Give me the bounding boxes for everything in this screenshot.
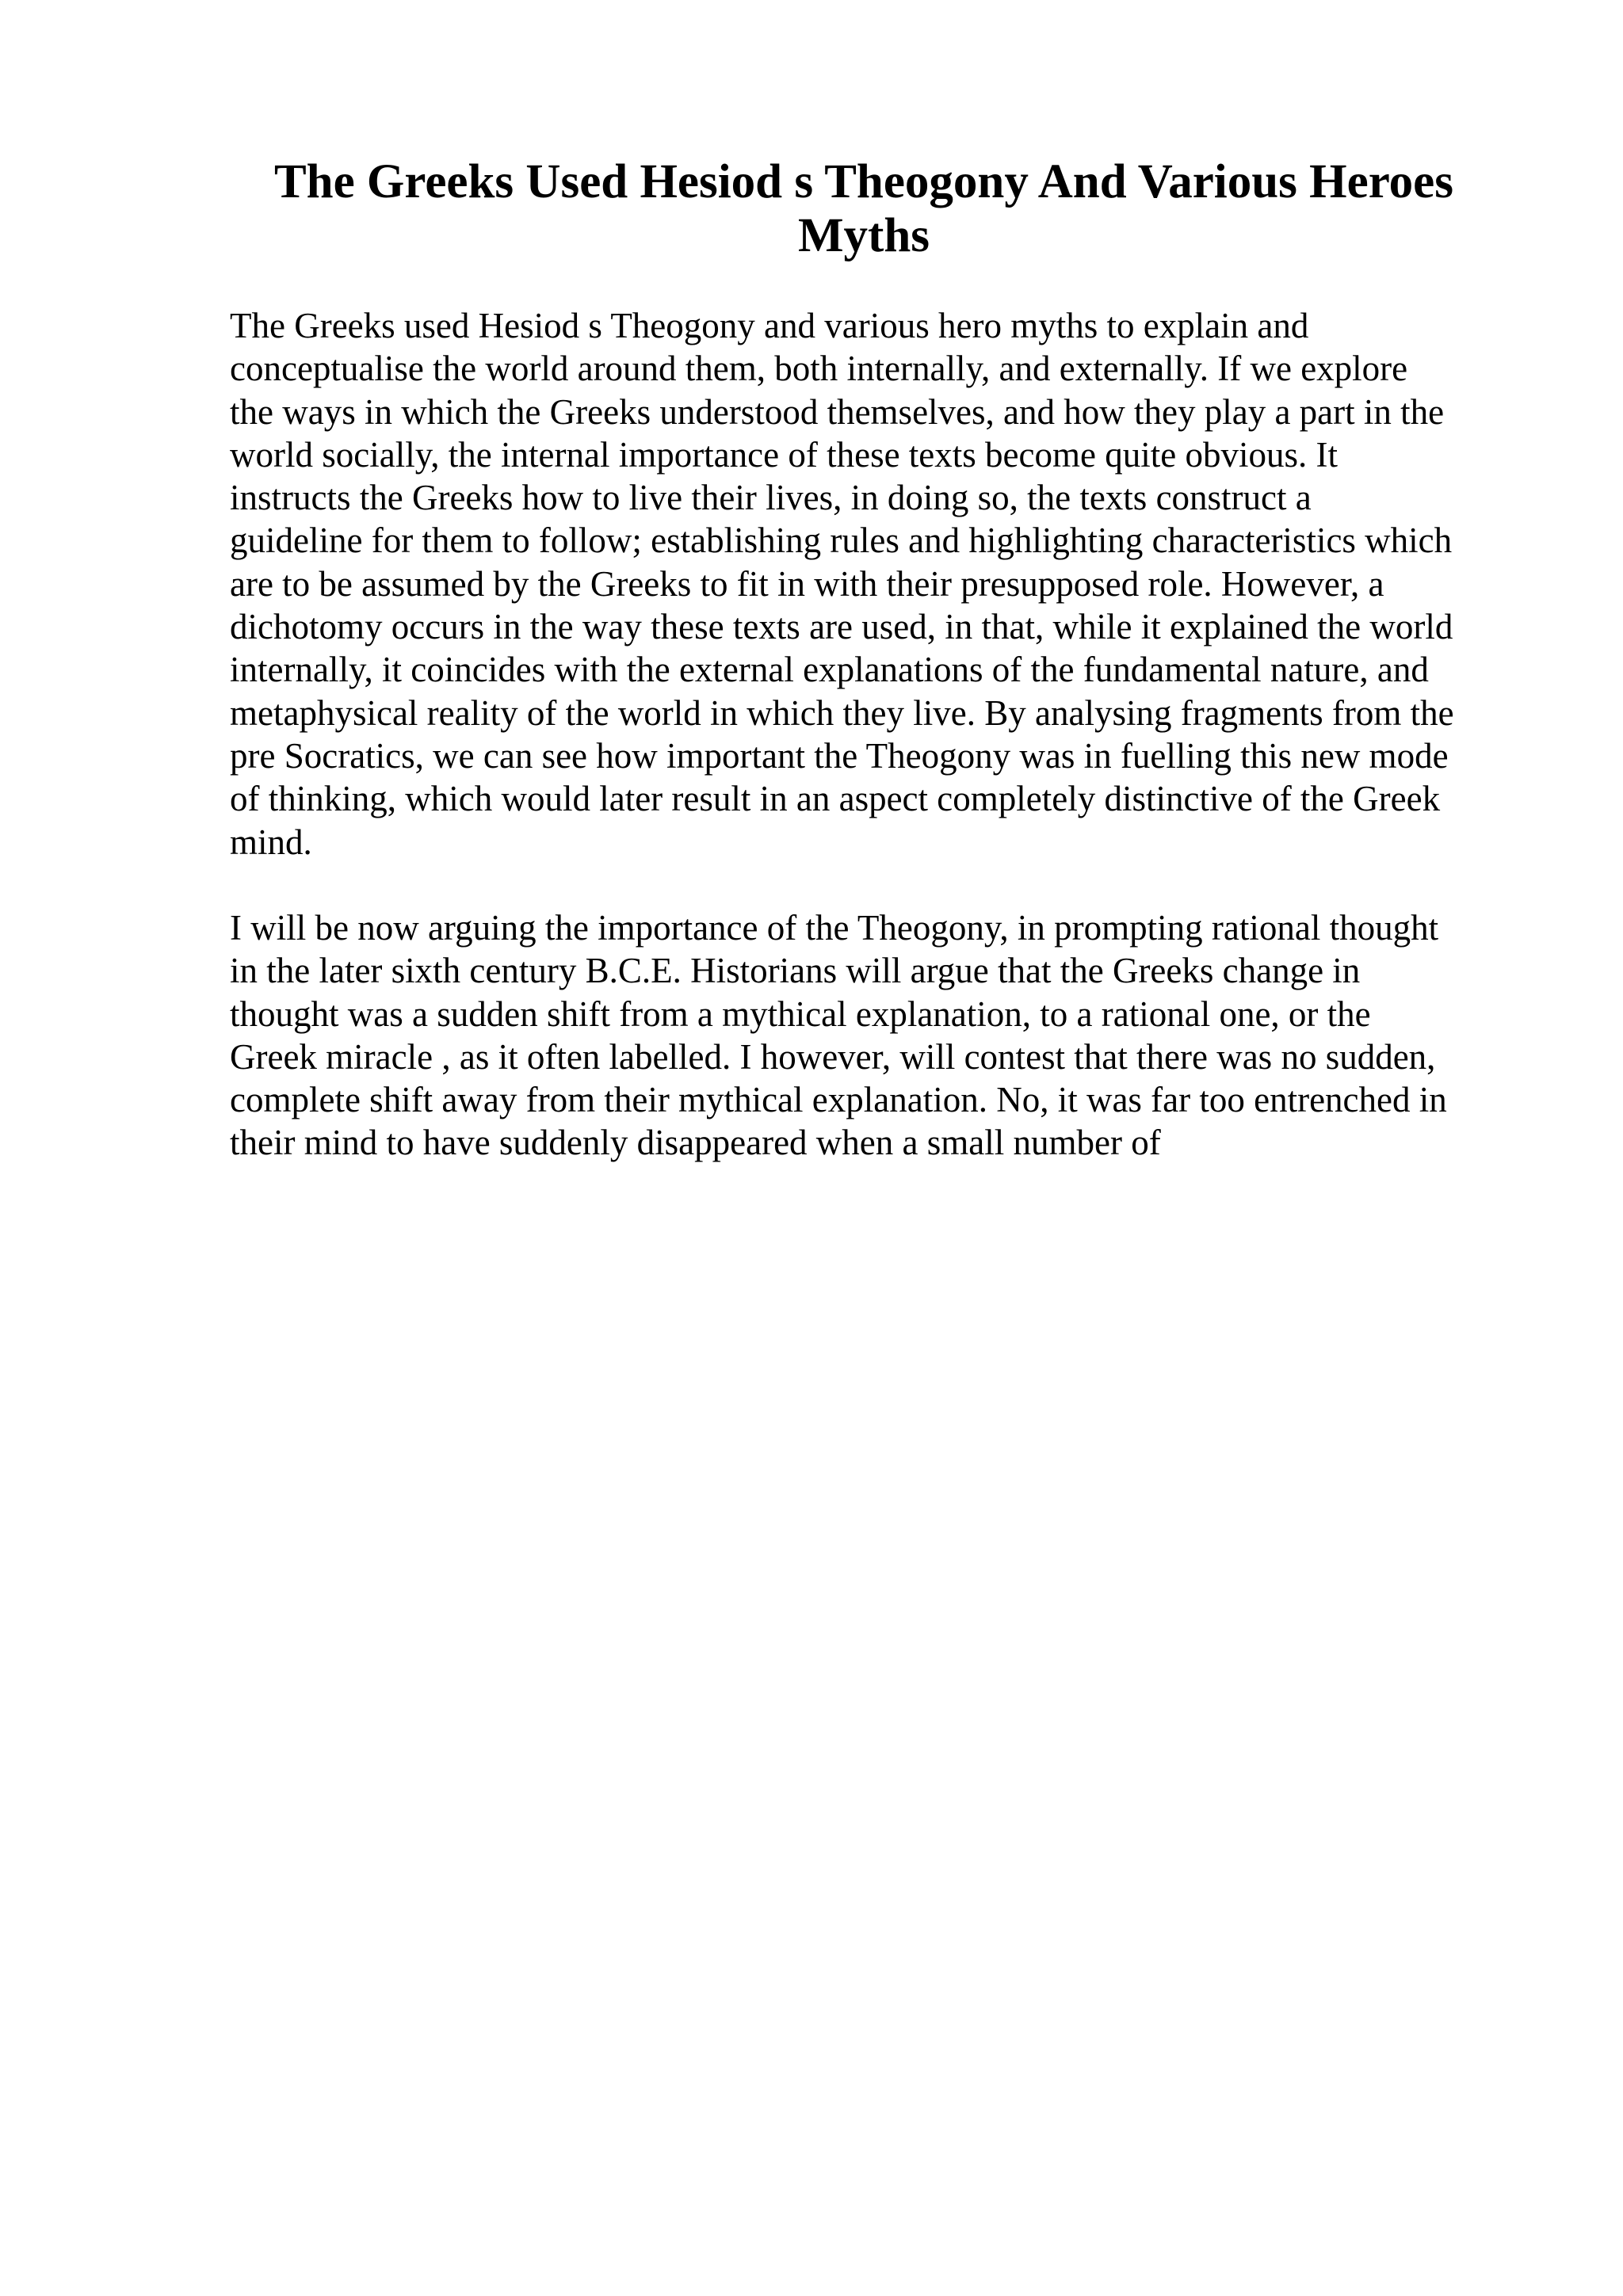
text-line: world socially, the internal importance of these texts become quite obvious. It: [230, 434, 1338, 475]
text-line: pre Socratics, we can see how important the Theogony was in fuelling this new mode: [230, 735, 1449, 776]
document-title: [230, 155, 1498, 263]
text-line: guideline for them to follow; establishing rules and highlighting characteristics which: [230, 521, 1453, 561]
text-line: complete shift away from their mythical explanation. No, it was far too entrenched in: [230, 1080, 1447, 1120]
text-line: the ways in which the Greeks understood themselves, and how they play a part in the: [230, 391, 1445, 432]
text-line: Greek miracle , as it often labelled. I however, will contest that there was no sudden,: [230, 1036, 1436, 1077]
text-line: I will be now arguing the importance of the Theogony, in prompting rational thought: [230, 908, 1439, 948]
title-line: The Greeks Used Hesiod s Theogony And Various Heroes: [274, 155, 1453, 208]
paragraph-2: [230, 906, 1522, 1165]
text-line: mind.: [230, 822, 312, 862]
text-line: instructs the Greeks how to live their lives, in doing so, the texts construct a: [230, 478, 1312, 518]
text-line: The Greeks used Hesiod s Theogony and various hero myths to explain and: [230, 306, 1309, 345]
text-line: their mind to have suddenly disappeared when a small number of: [230, 1123, 1161, 1163]
title-line: Myths: [797, 209, 930, 262]
text-line: are to be assumed by the Greeks to fit in with their presupposed role. However, a: [230, 563, 1384, 604]
text-line: of thinking, which would later result in an aspect completely distinctive of the Greek: [230, 779, 1441, 819]
text-line: internally, it coincides with the external explanations of the fundamental nature, and: [230, 650, 1429, 690]
text-line: thought was a sudden shift from a mythical explanation, to a rational one, or the: [230, 994, 1371, 1034]
text-line: conceptualise the world around them, both internally, and externally. If we explore: [230, 349, 1408, 389]
paragraph-1: [230, 304, 1522, 864]
text-line: in the later sixth century B.C.E. Historians will argue that the Greeks change in: [230, 951, 1361, 991]
text-line: dichotomy occurs in the way these texts are used, in that, while it explained the world: [230, 607, 1453, 647]
text-line: metaphysical reality of the world in which they live. By analysing fragments from the: [230, 692, 1454, 733]
